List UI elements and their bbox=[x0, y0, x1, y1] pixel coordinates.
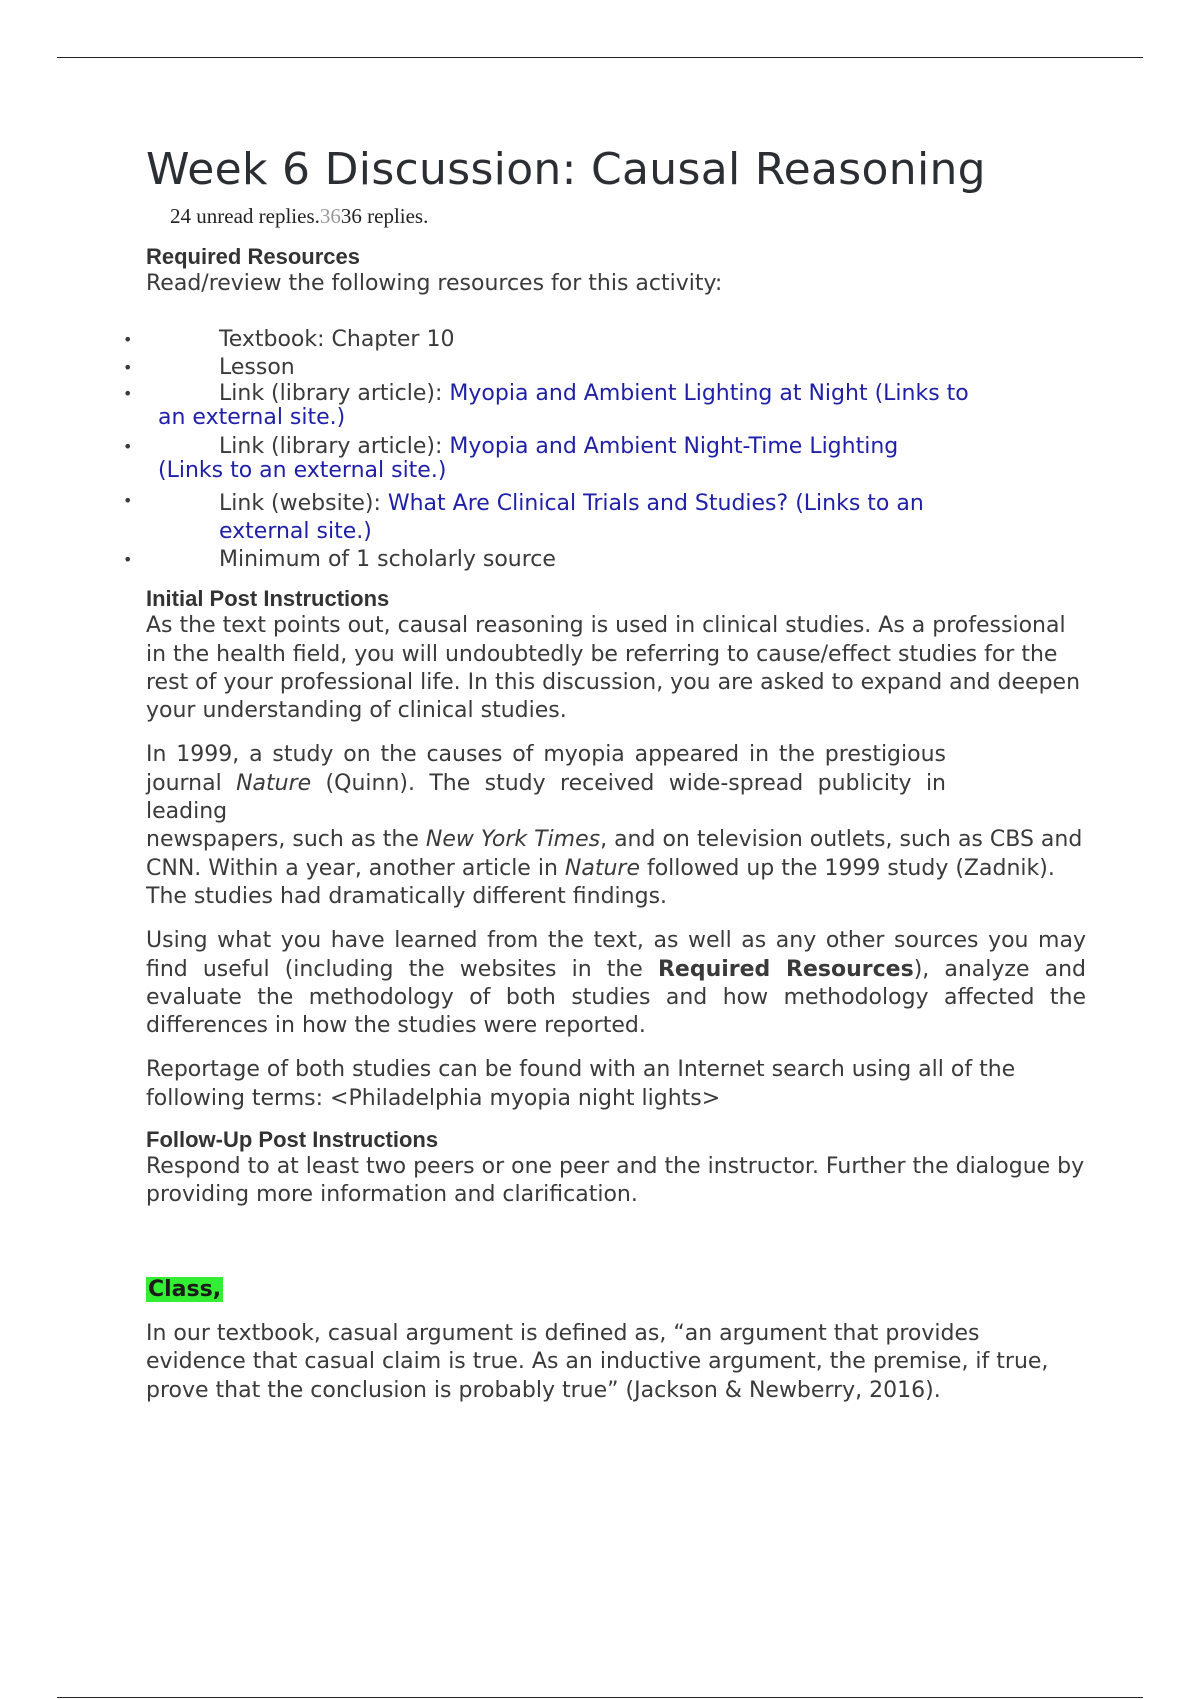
initial-post-heading: Initial Post Instructions bbox=[146, 586, 390, 612]
link-myopia-ambient-lighting[interactable]: Myopia and Ambient Lighting at Night (Links to bbox=[449, 381, 969, 407]
reply-count bbox=[170, 202, 1086, 230]
bullet-icon: • bbox=[123, 491, 133, 511]
initial-post-paragraph-4: Reportage of both studies can be found with an Internet search using all of the following terms: <Philadelphia myopia night lights> bbox=[146, 1057, 1016, 1111]
response-salutation: Class, bbox=[148, 1276, 222, 1302]
dim-count: 36 bbox=[319, 204, 341, 228]
resource-list bbox=[0, 328, 1086, 578]
initial-post-paragraph-2: In 1999, a study on the causes of myopia appeared in the prestigious journal Nature (Quinn). The study received wide-spread publicity in leading bbox=[146, 742, 946, 825]
link-myopia-night-time-lighting[interactable]: Myopia and Ambient Night-Time Lighting bbox=[449, 434, 899, 460]
bullet-icon: • bbox=[123, 437, 133, 457]
list-item: • Link (library article): Myopia and Ambient Lighting at Night (Links to an external site.) bbox=[123, 381, 969, 431]
bottom-rule bbox=[57, 1697, 1143, 1698]
initial-post-paragraph-1: As the text points out, causal reasoning is used in clinical studies. As a professional in the health field, you will undoubtedly be referring to cause/effect studies for the rest of your professional life. In this discussion, you are asked to expand and deepen your understanding of clinical studies. bbox=[146, 613, 1081, 724]
follow-up-heading: Follow-Up Post Instructions bbox=[146, 1127, 439, 1153]
document-body bbox=[123, 140, 1086, 1405]
list-item: • Minimum of 1 scholarly source bbox=[123, 547, 556, 573]
follow-up-paragraph: Respond to at least two peers or one peer and the instructor. Further the dialogue by providing more information and clarification. bbox=[146, 1154, 1085, 1208]
link-clinical-trials-cont[interactable]: external site.) bbox=[219, 519, 372, 545]
bullet-icon: • bbox=[123, 330, 133, 350]
bullet-icon: • bbox=[123, 384, 133, 404]
resources-intro: Read/review the following resources for this activity: bbox=[146, 271, 723, 296]
link-myopia-ambient-lighting-cont[interactable]: an external site.) bbox=[158, 405, 346, 431]
list-item: • Link (library article): Myopia and Ambient Night-Time Lighting (Links to an external site.) bbox=[123, 434, 899, 484]
response-paragraph: In our textbook, casual argument is defined as, “an argument that provides evidence that casual claim is true. As an inductive argument, the premise, if true, prove that the conclusion is probably true” (Jackson & Newberry, 2016). bbox=[146, 1320, 1049, 1403]
link-myopia-night-time-lighting-cont[interactable]: (Links to an external site.) bbox=[158, 458, 447, 484]
initial-post-paragraph-3: Using what you have learned from the text, as well as any other sources you may find useful (including the websites in the Required Resources), analyze and evaluate the methodology of both studies and how methodology affected the differences in how the studies were reported. bbox=[146, 928, 1086, 1039]
unread-replies: 24 unread replies. bbox=[170, 204, 320, 228]
list-item: • Lesson bbox=[123, 355, 295, 381]
initial-post-paragraph-2-cont: newspapers, such as the New York Times, and on television outlets, such as CBS and CNN. Within a year, another article in Nature followed up the 1999 study (Zadnik). The studies had dramatically different findings. bbox=[146, 827, 1083, 909]
bullet-icon: • bbox=[123, 358, 133, 378]
page-title: Week 6 Discussion: Causal Reasoning bbox=[146, 144, 986, 195]
required-resources-heading: Required Resources bbox=[146, 244, 360, 269]
list-item: • Link (website): What Are Clinical Trials and Studies? (Links to an external site.) bbox=[123, 491, 924, 545]
total-replies: 36 replies. bbox=[340, 204, 429, 228]
bullet-icon: • bbox=[123, 550, 133, 570]
top-rule bbox=[57, 57, 1143, 58]
list-item: • Textbook: Chapter 10 bbox=[123, 327, 455, 353]
link-clinical-trials[interactable]: What Are Clinical Trials and Studies? (Links to an bbox=[387, 491, 924, 517]
